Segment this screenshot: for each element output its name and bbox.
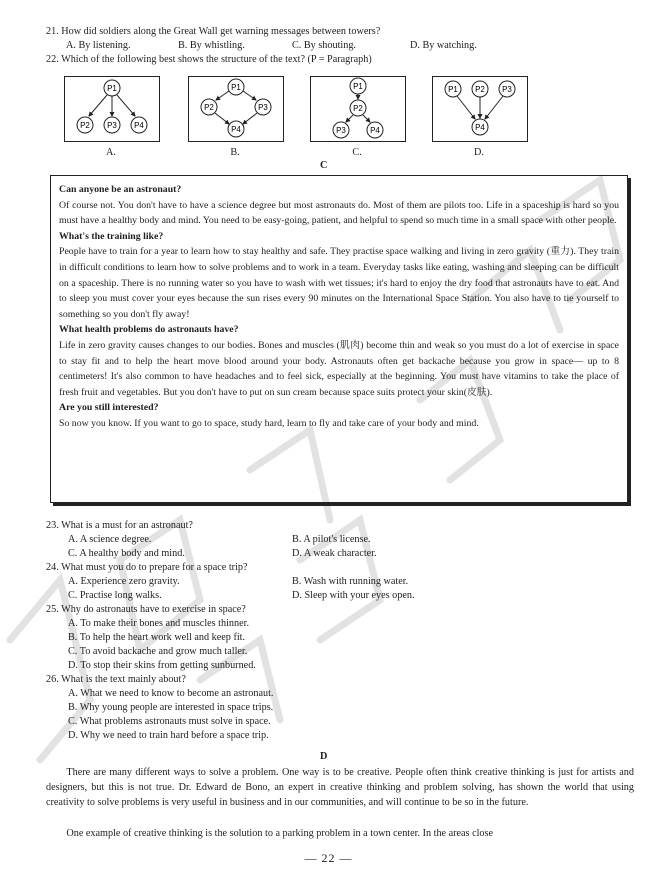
passage-c-paragraph-3: Life in zero gravity causes changes to our bodies. Bones and muscles (肌肉) become thin and weak so you must do a lot of exercise in space to stay fit and to help the heart move blood around your body. Astronauts often get backache because you grow in space— up to 8 centimeters! It's also common to have headaches and to feel sick, especially at the beginning. You must have vitamins to take the place of fresh fruit and vegetables. But you don't have to put on sun cream because space suits protect your skin(皮肤).: [59, 339, 619, 398]
q24-option-d[interactable]: D. Sleep with your eyes open.: [292, 590, 415, 601]
passage-c-box: [50, 175, 628, 503]
q21-stem: 21. How did soldiers along the Great Wall get warning messages between towers?: [46, 26, 381, 37]
q26-stem: 26. What is the text mainly about?: [46, 674, 186, 685]
q26-option-c[interactable]: C. What problems astronauts must solve in space.: [68, 716, 271, 727]
node-label: P3: [258, 103, 268, 112]
q23-stem: 23. What is a must for an astronaut?: [46, 520, 193, 531]
q26-option-b[interactable]: B. Why young people are interested in space trips.: [68, 702, 274, 713]
q26-option-a[interactable]: A. What we need to know to become an astronaut.: [68, 688, 274, 699]
passage-c-paragraph-1: Of course not. You don't have to have a science degree but most astronauts do. Most of them are pilots too. Life in a spaceship is hard so you must have a healthy body and mind. You need to be easy-going, patient, and helpful to spend so much time in a small space with other people.: [59, 199, 619, 227]
q24-option-c[interactable]: C. Practise long walks.: [68, 590, 162, 601]
q25-option-b[interactable]: B. To help the heart work well and keep fit.: [68, 632, 246, 643]
passage-c-heading-2: What's the training like?: [59, 230, 164, 242]
node-label: P2: [80, 121, 90, 130]
q22-stem: 22. Which of the following best shows the structure of the text? (P = Paragraph): [46, 54, 372, 65]
passage-c-paragraph-4: So now you know. If you want to go to space, study hard, learn to fly and take care of your body and mind.: [59, 417, 479, 429]
q21-option-b[interactable]: B. By whistling.: [178, 40, 245, 51]
q21-option-a[interactable]: A. By listening.: [66, 40, 131, 51]
node-label: P2: [475, 85, 485, 94]
q26-option-d[interactable]: D. Why we need to train hard before a space trip.: [68, 730, 269, 741]
q23-option-b[interactable]: B. A pilot's license.: [292, 534, 371, 545]
q25-option-d[interactable]: D. To stop their skins from getting sunburned.: [68, 660, 256, 671]
node-label: P4: [475, 123, 485, 132]
node-label: P1: [231, 83, 241, 92]
node-label: P4: [370, 126, 380, 135]
q21-option-d[interactable]: D. By watching.: [410, 40, 477, 51]
passage-d-paragraph-2: One example of creative thinking is the solution to a parking problem in a town center. In the areas close: [66, 828, 494, 839]
node-label: P3: [107, 121, 117, 130]
q23-option-d[interactable]: D. A weak character.: [292, 548, 377, 559]
passage-c-heading-3: What health problems do astronauts have?: [59, 324, 239, 336]
q25-option-c[interactable]: C. To avoid backache and grow much taller.: [68, 646, 248, 657]
q23-option-a[interactable]: A. A science degree.: [68, 534, 152, 545]
diagram-d[interactable]: [432, 76, 528, 142]
passage-d-paragraph-1: There are many different ways to solve a problem. One way is to be creative. People often think creative thinking is just for artists and designers, but this is not true. Dr. Edward de Bono, an expert in creative thinking and problem solving, has shown the world that using creativity to solve problems is very useful in business and in our communities, and will continue to be so in the future.: [46, 767, 634, 809]
node-label: P1: [353, 82, 363, 91]
diagram-d-label: D.: [474, 147, 484, 158]
node-label: P3: [336, 126, 346, 135]
passage-c-paragraph-2: People have to train for a year to learn how to stay healthy and safe. They practise space walking and living in zero gravity (重力). They train in difficult conditions to learn how to solve problems and to work in a team. Everyday tasks like eating, washing and sleeping can be difficult on a spaceship. There is no running water so you have to wash with wet tissues; it's hard to enjoy the dry food that astronauts have to eat. And to sleep you must cover your eyes because the sun rises every 90 minutes on the International Space Station. You also have to tie yourself to something so you don't fly away!: [59, 246, 619, 320]
diagram-b-label: B.: [230, 147, 240, 158]
diagram-a[interactable]: [64, 76, 160, 142]
section-c-heading: C: [320, 160, 328, 171]
q21-option-c[interactable]: C. By shouting.: [292, 40, 356, 51]
node-label: P2: [353, 104, 363, 113]
node-label: P1: [448, 85, 458, 94]
section-d-heading: D: [320, 751, 328, 762]
diagram-c-label: C.: [352, 147, 362, 158]
node-label: P1: [107, 84, 117, 93]
q24-option-a[interactable]: A. Experience zero gravity.: [68, 576, 180, 587]
diagram-c[interactable]: [310, 76, 406, 142]
node-label: P2: [204, 103, 214, 112]
q25-stem: 25. Why do astronauts have to exercise in space?: [46, 604, 246, 615]
passage-c-heading-4: Are you still interested?: [59, 402, 159, 414]
diagram-b[interactable]: [188, 76, 284, 142]
node-label: P4: [231, 125, 241, 134]
node-label: P3: [502, 85, 512, 94]
node-label: P4: [134, 121, 144, 130]
passage-c-heading-1: Can anyone be an astronaut?: [59, 184, 182, 195]
diagram-a-label: A.: [106, 147, 116, 158]
q23-option-c[interactable]: C. A healthy body and mind.: [68, 548, 185, 559]
q25-option-a[interactable]: A. To make their bones and muscles thinner.: [68, 618, 250, 629]
q24-option-b[interactable]: B. Wash with running water.: [292, 576, 409, 587]
q24-stem: 24. What must you do to prepare for a space trip?: [46, 562, 248, 573]
page-number: — 22 —: [304, 851, 353, 865]
